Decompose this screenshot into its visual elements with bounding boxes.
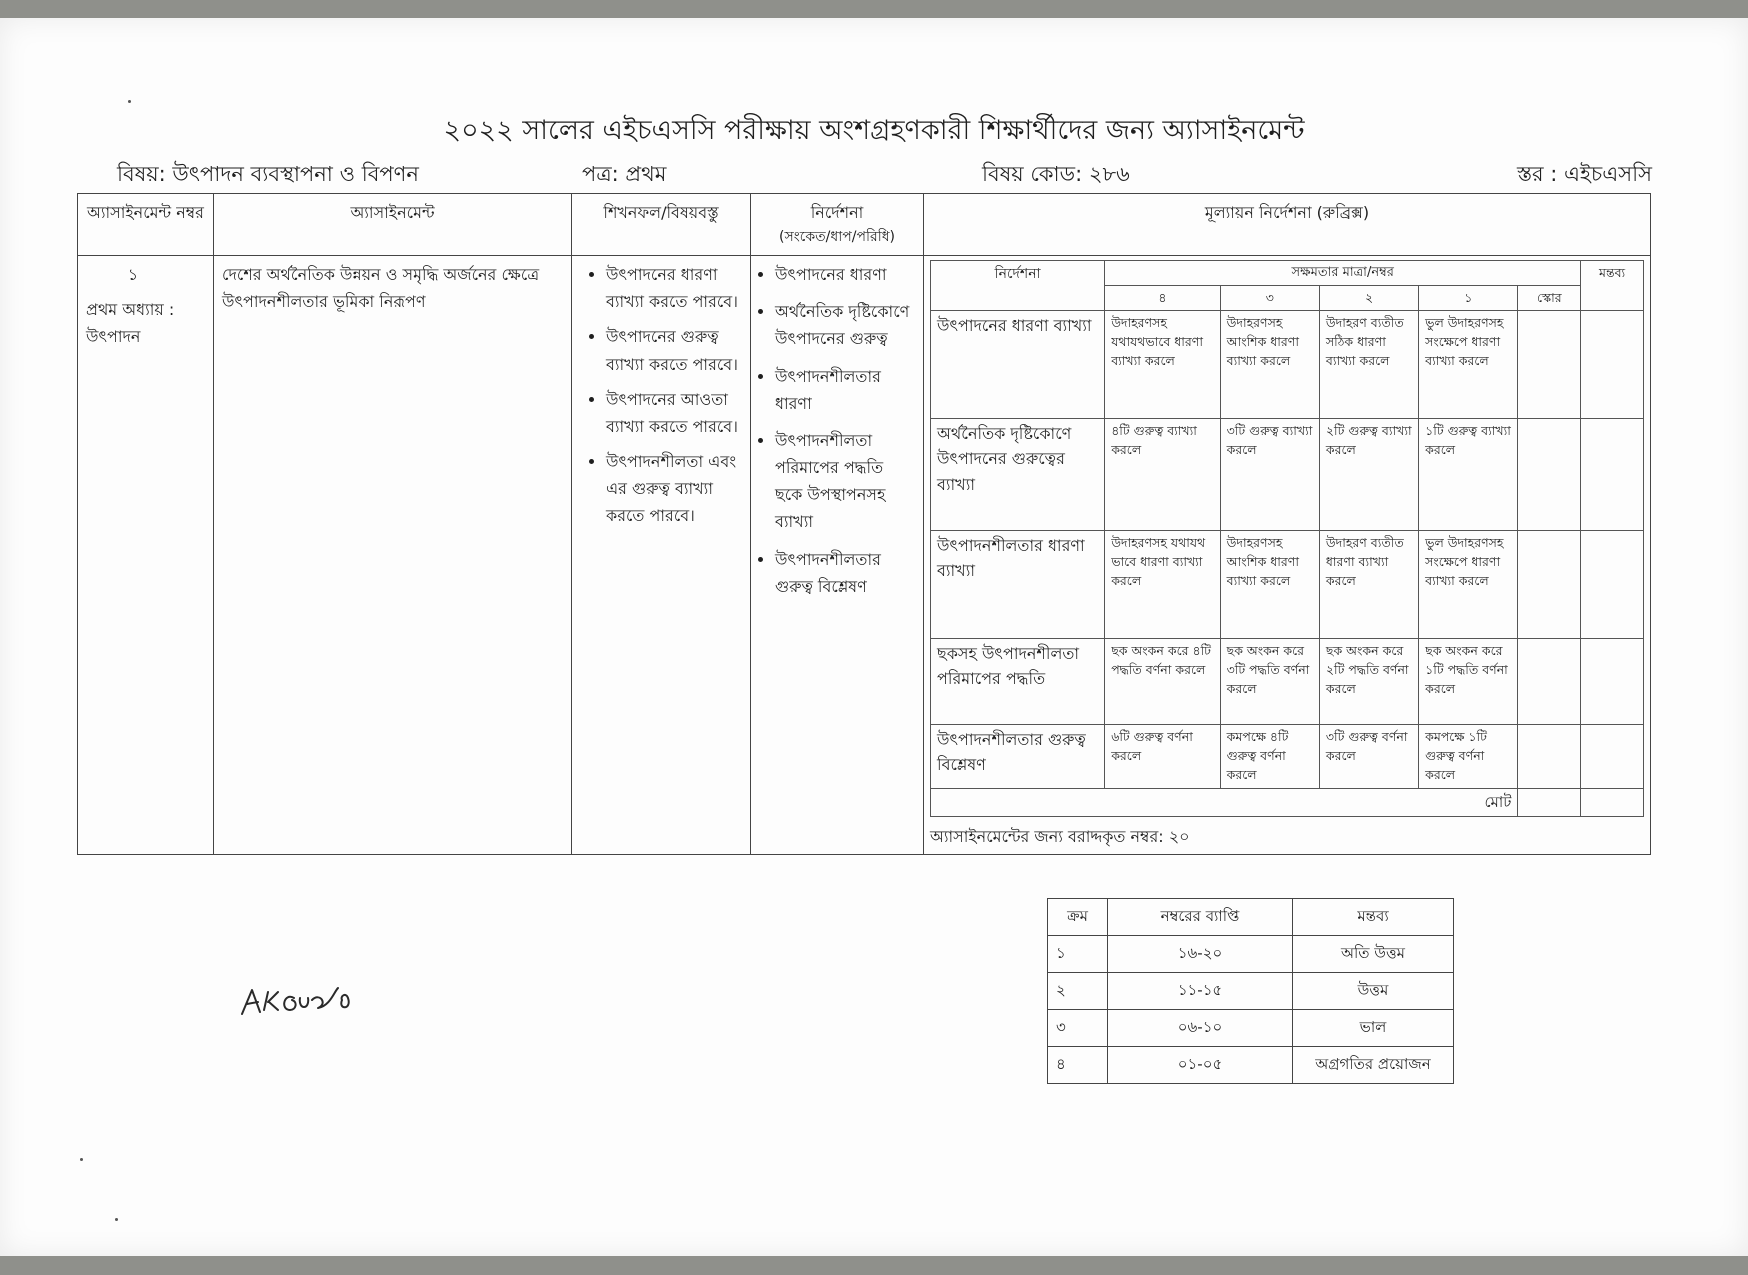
- header-guide: [751, 194, 924, 256]
- guide-cell: [751, 255, 924, 854]
- rubric-cell: উদাহরণসহ আংশিক ধারণা ব্যাখ্যা করলে: [1220, 310, 1319, 418]
- guide-item: • উৎপাদনের ধারণা: [775, 261, 915, 288]
- scan-speck: [115, 1218, 118, 1221]
- rubric-total-comment: [1581, 788, 1644, 816]
- outcome-item: • উৎপাদনের গুরুত্ব ব্যাখ্যা করতে পারবে।: [606, 323, 742, 377]
- rubric-cell: উদাহরণসহ যথাযথভাবে ধারণা ব্যাখ্যা করলে: [1105, 310, 1220, 418]
- outcome-list: [580, 261, 742, 530]
- grade-table: [1047, 898, 1454, 1084]
- grade-range: ০১-০৫: [1108, 1047, 1293, 1084]
- guide-item: • উৎপাদনশীলতার গুরুত্ব বিশ্লেষণ: [775, 546, 915, 600]
- rubric-cell: ৬টি গুরুত্ব বর্ণনা করলে: [1105, 724, 1220, 788]
- grade-header: মন্তব্য: [1293, 899, 1454, 936]
- scan-speck: [128, 100, 131, 103]
- rubric-criterion: অর্থনৈতিক দৃষ্টিকোণে উৎপাদনের গুরুত্বের ব্যাখ্যা: [931, 418, 1105, 530]
- rubric-row: [931, 418, 1644, 530]
- rubric-criterion: উৎপাদনশীলতার গুরুত্ব বিশ্লেষণ: [931, 724, 1105, 788]
- rubric-cell: ৩টি গুরুত্ব ব্যাখ্যা করলে: [1220, 418, 1319, 530]
- rubric-level: ২: [1319, 286, 1418, 310]
- paper-label: পত্র: প্রথম: [582, 162, 667, 186]
- assignment-no-cell: [78, 255, 214, 854]
- assignment-row: [78, 255, 1651, 854]
- rubric-criterion: উৎপাদনের ধারণা ব্যাখ্যা: [931, 310, 1105, 418]
- rubric-criterion: ছকসহ উৎপাদনশীলতা পরিমাপের পদ্ধতি: [931, 638, 1105, 724]
- assignment-table-header: [78, 194, 1651, 256]
- subject-label: বিষয়: উৎপাদন ব্যবস্থাপনা ও বিপণন: [117, 162, 419, 186]
- rubric-level-header: সক্ষমতার মাত্রা/নম্বর: [1105, 260, 1581, 285]
- handwritten-signature: [238, 970, 368, 1030]
- rubric-criterion: উৎপাদনশীলতার ধারণা ব্যাখ্যা: [931, 530, 1105, 638]
- rubric-cell: ছক অংকন করে ১টি পদ্ধতি বর্ণনা করলে: [1419, 638, 1518, 724]
- rubric-cell: ভুল উদাহরণসহ সংক্ষেপে ধারণা ব্যাখ্যা করলে: [1419, 530, 1518, 638]
- grade-remark: অতি উত্তম: [1293, 936, 1454, 973]
- rubric-cell: উদাহরণসহ যথাযথ ভাবে ধারণা ব্যাখ্যা করলে: [1105, 530, 1220, 638]
- assignment-number: ১: [127, 264, 139, 284]
- rubric-level: ১: [1419, 286, 1518, 310]
- header-assignment-no: অ্যাসাইনমেন্ট নম্বর: [78, 194, 214, 256]
- rubric-total-score: [1518, 788, 1581, 816]
- allocated-marks: অ্যাসাইনমেন্টের জন্য বরাদ্দকৃত নম্বর: ২০: [930, 826, 1190, 846]
- rubric-cell: ২টি গুরুত্ব ব্যাখ্যা করলে: [1319, 418, 1418, 530]
- rubric-comment-cell: [1581, 724, 1644, 788]
- guide-item: • উৎপাদনশীলতার ধারণা: [775, 363, 915, 417]
- rubric-score-cell: [1518, 310, 1581, 418]
- outcome-cell: [572, 255, 751, 854]
- rubric-cell: কমপক্ষে ১টি গুরুত্ব বর্ণনা করলে: [1419, 724, 1518, 788]
- grade-remark: ভাল: [1293, 1010, 1454, 1047]
- grade-row: [1048, 1047, 1454, 1084]
- rubric-header-row: [931, 260, 1644, 285]
- grade-remark: অগ্রগতির প্রয়োজন: [1293, 1047, 1454, 1084]
- grade-range: ১১-১৫: [1108, 973, 1293, 1010]
- rubric-table: [930, 260, 1644, 817]
- rubric-score-cell: [1518, 418, 1581, 530]
- rubric-total-label: মোট: [931, 788, 1518, 816]
- rubric-cell: কমপক্ষে ৪টি গুরুত্ব বর্ণনা করলে: [1220, 724, 1319, 788]
- grade-header-row: [1048, 899, 1454, 936]
- grade-serial: ৩: [1048, 1010, 1108, 1047]
- rubric-total-row: [931, 788, 1644, 816]
- grade-serial: ১: [1048, 936, 1108, 973]
- rubric-row: [931, 530, 1644, 638]
- header-guide-title: নির্দেশনা: [810, 203, 864, 222]
- outcome-item: • উৎপাদনশীলতা এবং এর গুরুত্ব ব্যাখ্যা করতে পারবে।: [606, 448, 742, 530]
- rubric-row: [931, 724, 1644, 788]
- header-evaluation: মূল্যায়ন নির্দেশনা (রুব্রিক্স): [924, 194, 1651, 256]
- rubric-cell: ১টি গুরুত্ব ব্যাখ্যা করলে: [1419, 418, 1518, 530]
- grade-serial: ৪: [1048, 1047, 1108, 1084]
- rubric-cell: উদাহরণ ব্যতীত সঠিক ধারণা ব্যাখ্যা করলে: [1319, 310, 1418, 418]
- header-assignment: অ্যাসাইনমেন্ট: [214, 194, 572, 256]
- outcome-item: • উৎপাদনের আওতা ব্যাখ্যা করতে পারবে।: [606, 386, 742, 440]
- rubric-comment-cell: [1581, 310, 1644, 418]
- evaluation-cell: [924, 255, 1651, 854]
- rubric-comment-cell: [1581, 530, 1644, 638]
- guide-item: • উৎপাদনশীলতা পরিমাপের পদ্ধতি ছকে উপস্থাপনসহ ব্যাখ্যা: [775, 427, 915, 536]
- grade-range: ০৬-১০: [1108, 1010, 1293, 1047]
- rubric-level: ৪: [1105, 286, 1220, 310]
- rubric-row: [931, 310, 1644, 418]
- rubric-cell: ৩টি গুরুত্ব বর্ণনা করলে: [1319, 724, 1418, 788]
- grade-remark: উত্তম: [1293, 973, 1454, 1010]
- assignment-table: [77, 193, 1651, 855]
- grade-header: ক্রম: [1048, 899, 1108, 936]
- grade-range: ১৬-২০: [1108, 936, 1293, 973]
- rubric-score-cell: [1518, 724, 1581, 788]
- rubric-cell: ৪টি গুরুত্ব ব্যাখ্যা করলে: [1105, 418, 1220, 530]
- rubric-cell: ভুল উদাহরণসহ সংক্ষেপে ধারণা ব্যাখ্যা করলে: [1419, 310, 1518, 418]
- guide-list: [759, 261, 915, 600]
- grade-row: [1048, 1010, 1454, 1047]
- guide-item: • অর্থনৈতিক দৃষ্টিকোণে উৎপাদনের গুরুত্ব: [775, 298, 915, 352]
- rubric-cell: ছক অংকন করে ৩টি পদ্ধতি বর্ণনা করলে: [1220, 638, 1319, 724]
- grade-header: নম্বরের ব্যাপ্তি: [1108, 899, 1293, 936]
- grade-row: [1048, 936, 1454, 973]
- rubric-score-cell: [1518, 638, 1581, 724]
- rubric-score-cell: [1518, 530, 1581, 638]
- rubric-cell: ছক অংকন করে ৪টি পদ্ধতি বর্ণনা করলে: [1105, 638, 1220, 724]
- rubric-row: [931, 638, 1644, 724]
- rubric-cell: উদাহরণসহ আংশিক ধারণা ব্যাখ্যা করলে: [1220, 530, 1319, 638]
- level-label: স্তর : এইচএসসি: [1516, 162, 1652, 186]
- rubric-comment-header: মন্তব্য: [1581, 260, 1644, 310]
- rubric-criteria-header: নির্দেশনা: [931, 260, 1105, 310]
- rubric-cell: উদাহরণ ব্যতীত ধারণা ব্যাখ্যা করলে: [1319, 530, 1418, 638]
- rubric-cell: ছক অংকন করে ২টি পদ্ধতি বর্ণনা করলে: [1319, 638, 1418, 724]
- grade-row: [1048, 973, 1454, 1010]
- header-guide-subtitle: (সংকেত/ধাপ/পরিধি): [778, 229, 896, 246]
- rubric-level: ৩: [1220, 286, 1319, 310]
- rubric-score-header: স্কোর: [1518, 286, 1581, 310]
- rubric-comment-cell: [1581, 638, 1644, 724]
- subject-code-label: বিষয় কোড: ২৮৬: [982, 162, 1130, 186]
- assignment-topic: দেশের অর্থনৈতিক উন্নয়ন ও সমৃদ্ধি অর্জনের ক্ষেত্রে উৎপাদনশীলতার ভূমিকা নিরূপণ: [214, 255, 572, 854]
- document-title: ২০২২ সালের এইচএসসি পরীক্ষায় অংশগ্রহণকারী শিক্ষার্থীদের জন্য অ্যাসাইনমেন্ট: [443, 115, 1305, 146]
- outcome-item: • উৎপাদনের ধারণা ব্যাখ্যা করতে পারবে।: [606, 261, 742, 315]
- grade-serial: ২: [1048, 973, 1108, 1010]
- scan-speck: [80, 1158, 83, 1161]
- rubric-comment-cell: [1581, 418, 1644, 530]
- chapter-label: প্রথম অধ্যায় : উৎপাদন: [86, 300, 175, 347]
- header-outcome: শিখনফল/বিষয়বস্তু: [572, 194, 751, 256]
